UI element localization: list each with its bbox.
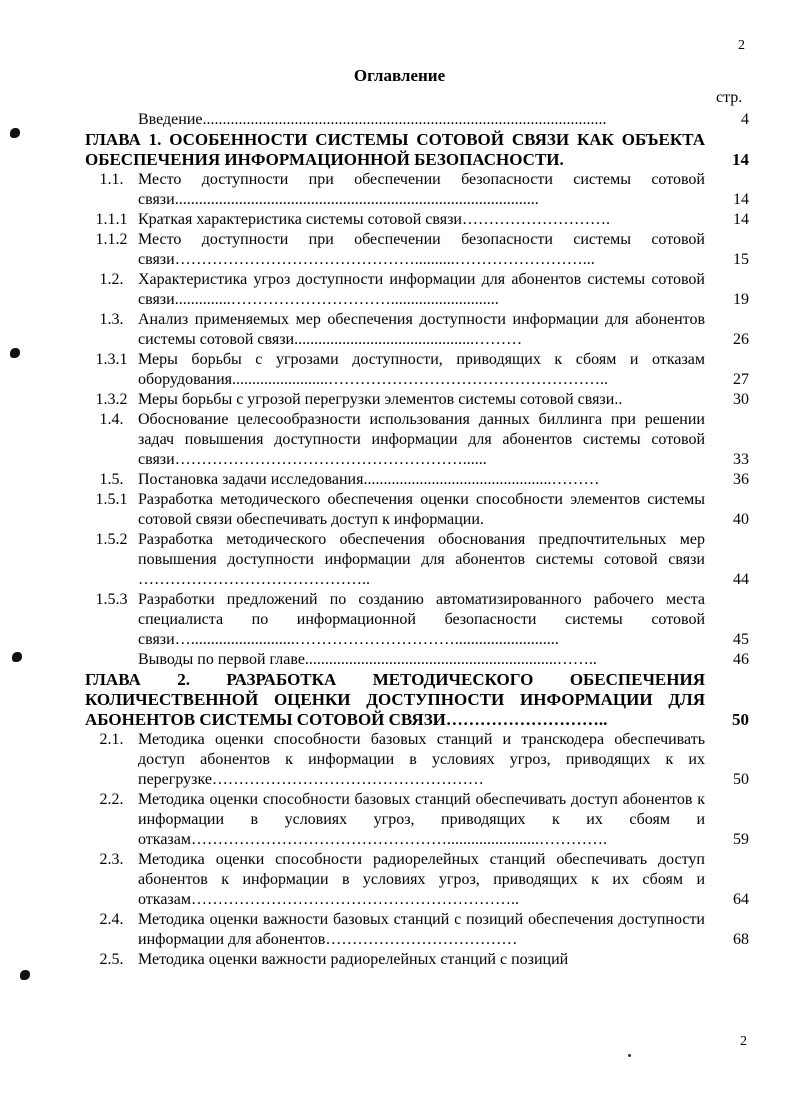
page-number-top: 2 <box>738 38 745 53</box>
toc-page-number: 40 <box>733 511 749 528</box>
toc-entry-number: 1.1. <box>99 171 124 188</box>
toc-entry-number: 1.5.3 <box>95 591 128 608</box>
toc-page-number: 50 <box>732 710 749 729</box>
toc-page-number: 50 <box>733 771 749 788</box>
toc-entry-number: 2.1. <box>99 731 124 748</box>
toc-entry-row <box>85 650 749 670</box>
toc-entry-row <box>85 310 749 350</box>
toc-entry-title: Краткая характеристика системы сотовой связи………………………. <box>138 211 610 228</box>
toc-entry-row <box>85 270 749 310</box>
toc-entry-number: 1.3.2 <box>95 391 128 408</box>
scan-blot <box>10 128 20 138</box>
toc-entry-number: 2.4. <box>99 911 124 928</box>
toc-entry-title: Разработки предложений по созданию автоматизированного рабочего места специалиста по информационной безопасности системы сотовой связи…..........................………………………….......................... <box>138 591 705 648</box>
toc-entry-number: 2.5. <box>99 951 124 968</box>
toc-entry-row <box>85 730 749 790</box>
toc-entry-row <box>85 170 749 210</box>
toc-entry-title: Разработка методического обеспечения оценки способности элементов системы сотовой связи обеспечивать доступ к информации. <box>138 491 705 528</box>
toc-entry-number: 2.3. <box>99 851 124 868</box>
toc-entry-row <box>85 950 749 970</box>
toc-entry-title: Разработка методического обеспечения обоснования предпочтительных мер повышения доступности информации для абонентов системы сотовой связи …………………………………….. <box>138 531 705 588</box>
toc-entry-row <box>85 590 749 650</box>
toc-page-number: 59 <box>733 831 749 848</box>
toc-entry-row <box>85 470 749 490</box>
toc-page-number: 15 <box>733 251 749 268</box>
toc-chapter-title: ГЛАВА 2. РАЗРАБОТКА МЕТОДИЧЕСКОГО ОБЕСПЕЧЕНИЯ КОЛИЧЕСТВЕННОЙ ОЦЕНКИ ДОСТУПНОСТИ ИНФОРМАЦИИ ДЛЯ АБОНЕНТОВ СИСТЕМЫ СОТОВОЙ СВЯЗИ……………………….. <box>85 670 705 729</box>
toc-entry-row <box>85 390 749 410</box>
toc-page-number: 44 <box>733 571 749 588</box>
toc-entry-title: Меры борьбы с угрозами доступности, приводящих к сбоям и отказам оборудования........................…………………………………………….. <box>138 351 705 388</box>
toc-entry-title: Характеристика угроз доступности информации для абонентов системы сотовой связи..............…………………………........................... <box>138 271 705 308</box>
toc-chapter-title: ГЛАВА 1. ОСОБЕННОСТИ СИСТЕМЫ СОТОВОЙ СВЯЗИ КАК ОБЪЕКТА ОБЕСПЕЧЕНИЯ ИНФОРМАЦИОННОЙ БЕЗОПАСНОСТИ. <box>85 130 705 169</box>
toc-entry-title: Методика оценки способности базовых станций и транскодера обеспечивать доступ абонентов к информации в условиях угроз, приводящих к их перегрузке…………………………………………… <box>138 731 705 788</box>
table-of-contents <box>85 110 749 970</box>
scan-blot <box>10 348 20 358</box>
toc-entry-title: Место доступности при обеспечении безопасности системы сотовой связи………………………………………..........……………………... <box>138 231 705 268</box>
toc-entry-number: 1.4. <box>99 411 124 428</box>
toc-entry-number <box>85 650 138 670</box>
scan-blot <box>20 970 30 980</box>
toc-entry-row <box>85 530 749 590</box>
toc-entry-row <box>85 210 749 230</box>
toc-entry-row <box>85 110 749 130</box>
toc-page-number: 64 <box>733 891 749 908</box>
toc-page-number: 4 <box>741 111 749 128</box>
page-number-bottom: 2 <box>740 1034 747 1049</box>
toc-page-number: 45 <box>733 631 749 648</box>
toc-entry-title: Методика оценки важности радиорелейных станций с позиций <box>138 951 569 968</box>
toc-entry-number: 1.3. <box>99 311 124 328</box>
toc-chapter-row <box>85 670 749 730</box>
toc-entry-row <box>85 790 749 850</box>
toc-entry-title: Методика оценки способности радиорелейных станций обеспечивать доступ абонентов к информации в условиях угроз, приводящих к их сбоям и отказам…………………………………………………….. <box>138 851 705 908</box>
toc-entry-title: Методика оценки способности базовых станций обеспечивать доступ абонентов к информации в условиях угроз, приводящих к их сбоям и отказам………………………………………….......................…………. <box>138 791 705 848</box>
toc-entry-number: 2.2. <box>99 791 124 808</box>
toc-entry-title: Выводы по первой главе...............................................................…….. <box>138 651 597 668</box>
toc-page-number: 14 <box>732 150 749 169</box>
toc-entry-number: 1.5.1 <box>95 491 128 508</box>
scan-blot <box>12 652 22 662</box>
toc-page-number: 26 <box>733 331 749 348</box>
toc-page-number: 46 <box>733 651 749 668</box>
toc-entry-number: 1.5. <box>99 471 124 488</box>
toc-entry-row <box>85 410 749 470</box>
toc-entry-title: Методика оценки важности базовых станций с позиций обеспечения доступности информации для абонентов……………………………… <box>138 911 705 948</box>
scan-speck <box>628 1054 631 1057</box>
toc-title: Оглавление <box>353 66 446 85</box>
toc-chapter-row <box>85 130 749 170</box>
toc-page-number: 68 <box>733 931 749 948</box>
toc-entry-row <box>85 910 749 950</box>
toc-entry-number: 1.1.1 <box>95 211 128 228</box>
toc-page-number: 33 <box>733 451 749 468</box>
toc-entry-number: 1.5.2 <box>95 531 128 548</box>
toc-entry-row <box>85 490 749 530</box>
toc-page-number: 14 <box>733 191 749 208</box>
toc-entry-title: Введение..................................................................................................... <box>138 111 607 128</box>
toc-entry-number <box>85 110 138 130</box>
toc-entry-number: 1.2. <box>99 271 124 288</box>
toc-entry-row <box>85 230 749 270</box>
toc-entry-row <box>85 350 749 390</box>
toc-entry-title: Меры борьбы с угрозой перегрузки элементов системы сотовой связи.. <box>138 391 623 408</box>
page-column-label: стр. <box>716 89 743 106</box>
toc-entry-title: Обоснование целесообразности использования данных биллинга при решении задач повышения доступности информации для абонентов системы сотовой связи………………………………………………...... <box>138 411 705 468</box>
toc-entry-title: Место доступности при обеспечении безопасности системы сотовой связи........................................................................................... <box>138 171 705 208</box>
toc-entry-number: 1.3.1 <box>95 351 128 368</box>
toc-entry-row <box>85 850 749 910</box>
toc-page-number: 14 <box>733 211 749 228</box>
toc-entry-title: Постановка задачи исследования...............................................……… <box>138 471 600 488</box>
toc-page-number: 30 <box>733 391 749 408</box>
toc-page-number: 36 <box>733 471 749 488</box>
toc-entry-number: 1.1.2 <box>95 231 128 248</box>
toc-page-number: 19 <box>733 291 749 308</box>
toc-entry-title: Анализ применяемых мер обеспечения доступности информации для абонентов системы сотовой связи.............................................……… <box>138 311 705 348</box>
toc-page-number: 27 <box>733 371 749 388</box>
